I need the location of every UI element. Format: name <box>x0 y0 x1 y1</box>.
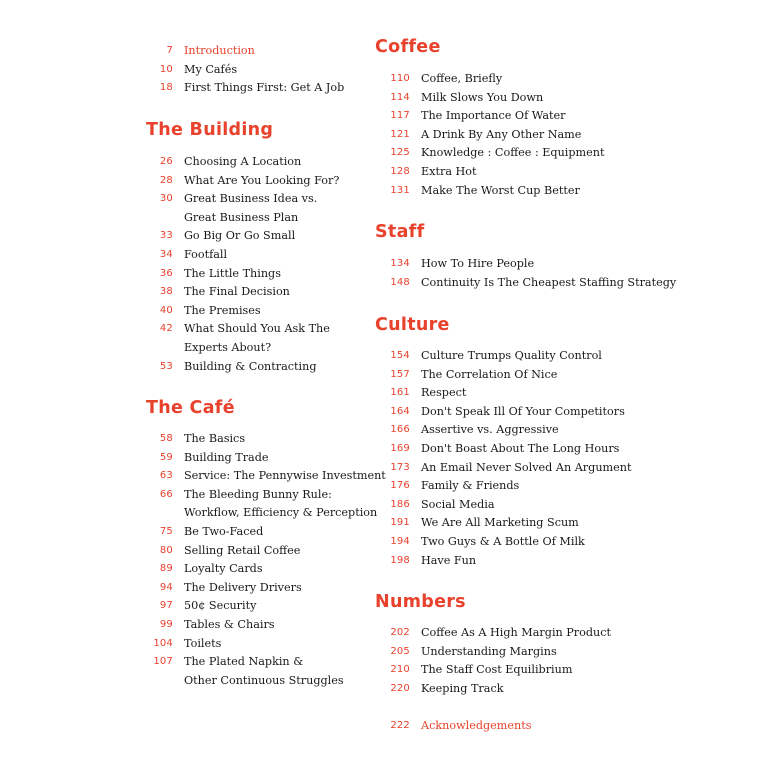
entry-title: Make The Worst Cup Better <box>421 183 580 197</box>
section-heading-culture: Culture <box>375 315 450 335</box>
toc-entry[interactable] <box>0 717 770 735</box>
entry-title: Building Trade <box>184 450 269 464</box>
entry-title: The Little Things <box>184 266 281 280</box>
page-number: 154 <box>390 350 410 361</box>
toc-entry[interactable] <box>0 459 770 477</box>
page-number: 148 <box>390 276 410 288</box>
entry-title: What Should You Ask The <box>184 322 330 336</box>
toc-entry[interactable] <box>0 366 770 384</box>
entry-title: The Premises <box>184 303 261 317</box>
toc-entry[interactable] <box>0 384 770 402</box>
section-heading-staff: Staff <box>375 222 425 242</box>
page-number: 53 <box>159 360 173 372</box>
entry-title: Don't Boast About The Long Hours <box>421 442 620 455</box>
entry-title: The Delivery Drivers <box>184 580 302 594</box>
entry-title: Introduction <box>184 44 255 57</box>
toc-entry[interactable] <box>0 182 770 200</box>
page-number: 94 <box>159 581 173 593</box>
page-number: 75 <box>159 526 173 537</box>
toc-entry[interactable] <box>0 514 770 532</box>
section-heading-numbers: Numbers <box>375 592 466 612</box>
page-number: 66 <box>159 488 173 500</box>
page-number: 89 <box>159 563 173 575</box>
toc-entry[interactable] <box>0 126 770 144</box>
toc-entry[interactable] <box>0 89 770 107</box>
entry-title-continued: Other Continuous Struggles <box>184 673 344 687</box>
page-number: 117 <box>390 110 410 122</box>
entry-title: Be Two-Faced <box>184 525 264 538</box>
page-number: 18 <box>159 82 173 94</box>
toc-entry[interactable] <box>0 255 770 273</box>
page-number: 30 <box>159 193 173 205</box>
entry-title: A Drink By Any Other Name <box>421 127 582 141</box>
section-heading-the-cafe: The Café <box>146 398 235 418</box>
page-number: 7 <box>166 45 173 56</box>
entry-title: Service: The Pennywise Investment <box>184 469 386 483</box>
page-number: 110 <box>390 73 410 84</box>
section-heading-coffee: Coffee <box>375 37 441 57</box>
page-number: 28 <box>159 174 173 186</box>
entry-title: We Are All Marketing Scum <box>421 516 579 530</box>
entry-title: The Final Decision <box>184 285 290 299</box>
page-number: 131 <box>390 184 410 196</box>
entry-title: Loyalty Cards <box>184 562 263 576</box>
entry-title: Building & Contracting <box>184 359 317 373</box>
page-number: 166 <box>390 424 410 436</box>
page-number: 125 <box>390 147 410 159</box>
entry-title: What Are You Looking For? <box>184 173 340 187</box>
page-number: 10 <box>159 63 173 75</box>
toc-entry[interactable] <box>0 440 770 458</box>
page-number: 59 <box>159 451 173 463</box>
page-number: 157 <box>390 368 410 380</box>
entry-title: An Email Never Solved An Argument <box>421 460 632 474</box>
page-number: 191 <box>390 517 410 529</box>
entry-title: The Correlation Of Nice <box>421 367 558 381</box>
page-number: 40 <box>159 304 173 316</box>
entry-title: The Staff Cost Equilibrium <box>421 663 573 677</box>
page-number: 104 <box>153 637 173 649</box>
page-number: 169 <box>390 443 410 454</box>
entry-title-continued: Experts About? <box>184 341 272 354</box>
toc-entry[interactable] <box>0 533 770 551</box>
page-number: 36 <box>159 267 173 279</box>
toc-entry[interactable] <box>0 421 770 439</box>
toc-entry[interactable] <box>0 347 770 365</box>
entry-title: Knowledge : Coffee : Equipment <box>421 146 605 160</box>
entry-title: Choosing A Location <box>184 155 302 168</box>
entry-title: Coffee As A High Margin Product <box>421 626 612 639</box>
entry-title: The Basics <box>184 432 246 445</box>
toc-entry[interactable] <box>0 624 770 642</box>
toc-entry[interactable] <box>0 403 770 421</box>
toc-entry[interactable] <box>0 227 370 245</box>
entry-title: 50¢ Security <box>184 599 257 613</box>
entry-title: Milk Slows You Down <box>421 90 544 104</box>
entry-title: The Bleeding Bunny Rule: <box>184 487 332 501</box>
toc-entry[interactable] <box>0 661 770 679</box>
section-heading-the-building: The Building <box>146 120 274 140</box>
page-number: 34 <box>159 249 173 260</box>
entry-title: Tables & Chairs <box>184 618 275 631</box>
page-number: 38 <box>159 286 173 298</box>
page-number: 222 <box>390 720 410 731</box>
entry-title: Social Media <box>421 497 495 511</box>
page-number: 134 <box>390 258 410 269</box>
page-number: 128 <box>390 166 410 177</box>
entry-title: Family & Friends <box>421 479 520 493</box>
page-number: 33 <box>159 230 173 242</box>
entry-title: Continuity Is The Cheapest Staffing Strategy <box>421 275 677 289</box>
page-number: 210 <box>390 664 410 676</box>
entry-title: Have Fun <box>421 553 477 567</box>
entry-title: My Cafés <box>184 62 238 76</box>
entry-title-continued: Workflow, Efficiency & Perception <box>184 506 378 520</box>
entry-title: The Plated Napkin & <box>184 655 304 669</box>
page-number: 58 <box>159 433 173 444</box>
entry-title-continued: Great Business Plan <box>184 210 299 224</box>
entry-title: Coffee, Briefly <box>421 72 503 85</box>
entry-title: Assertive vs. Aggressive <box>421 423 559 437</box>
toc-entry[interactable] <box>0 680 770 698</box>
page-number: 99 <box>159 619 173 630</box>
toc-entry[interactable] <box>0 163 770 181</box>
page-number: 63 <box>159 470 173 482</box>
page-number: 42 <box>159 323 173 335</box>
toc-entry[interactable] <box>0 496 770 514</box>
page-number: 80 <box>159 544 173 556</box>
entry-title: Keeping Track <box>421 681 504 695</box>
entry-title: Culture Trumps Quality Control <box>421 349 602 362</box>
page-number: 202 <box>390 627 410 638</box>
entry-title: How To Hire People <box>421 257 535 270</box>
entry-title: Toilets <box>184 636 222 650</box>
entry-title: Understanding Margins <box>421 644 557 658</box>
entry-title: Go Big Or Go Small <box>184 229 296 243</box>
page-number: 205 <box>390 645 410 657</box>
entry-title: Selling Retail Coffee <box>184 543 301 557</box>
toc-entry[interactable] <box>0 42 370 60</box>
toc-entry[interactable] <box>0 643 770 661</box>
toc-entry-continuation <box>0 209 370 227</box>
page-number: 164 <box>390 405 410 417</box>
toc-entry[interactable] <box>0 107 770 125</box>
page-number: 194 <box>390 536 410 547</box>
toc-entry[interactable] <box>0 302 370 320</box>
page-number: 173 <box>390 461 410 473</box>
entry-title: The Importance Of Water <box>421 109 566 123</box>
entry-title: Respect <box>421 386 467 400</box>
page-number: 121 <box>390 128 410 140</box>
toc-entry[interactable] <box>0 579 370 597</box>
toc-entry[interactable] <box>0 274 770 292</box>
entry-title: Great Business Idea vs. <box>184 192 318 206</box>
toc-entry[interactable] <box>0 144 770 162</box>
page-number: 198 <box>390 554 410 566</box>
page-number: 176 <box>390 480 410 492</box>
page-number: 220 <box>390 682 410 694</box>
entry-title: Acknowledgements <box>421 719 532 732</box>
entry-title: First Things First: Get A Job <box>184 81 345 95</box>
page-number: 97 <box>159 600 173 612</box>
entry-title: Don't Speak Ill Of Your Competitors <box>421 404 625 418</box>
page-number: 107 <box>153 656 173 668</box>
toc-entry[interactable] <box>0 477 770 495</box>
entry-title: Footfall <box>184 248 228 261</box>
toc-entry[interactable] <box>0 597 370 615</box>
page-number: 26 <box>159 156 173 167</box>
toc-entry[interactable] <box>0 320 370 338</box>
entry-title: Two Guys & A Bottle Of Milk <box>421 535 585 548</box>
page-number: 161 <box>390 387 410 399</box>
page-number: 186 <box>390 498 410 510</box>
toc-entry[interactable] <box>0 70 770 88</box>
page-number: 114 <box>390 91 410 103</box>
entry-title: Extra Hot <box>421 165 477 178</box>
toc-entry[interactable] <box>0 552 770 570</box>
